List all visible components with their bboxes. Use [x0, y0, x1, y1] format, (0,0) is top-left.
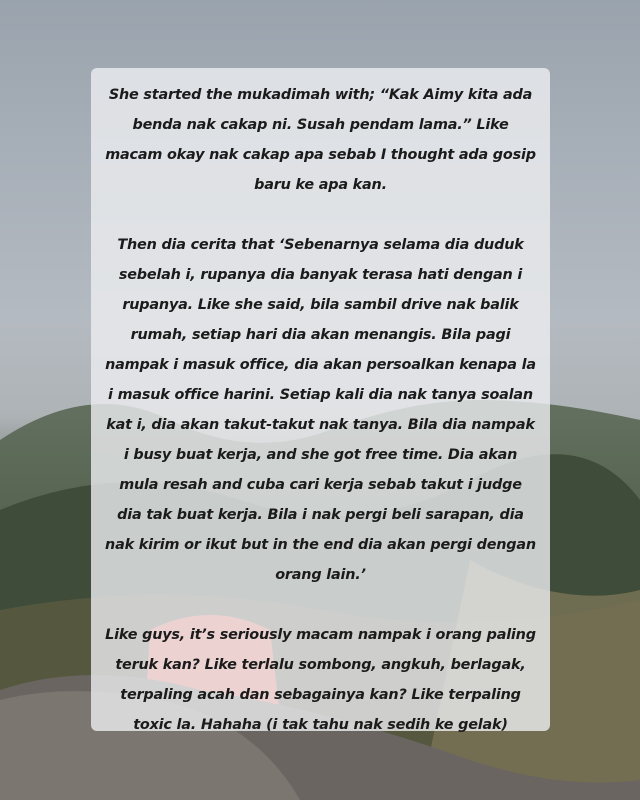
paragraph-3: Like guys, it’s seriously macam nampak i orang paling teruk kan? Like terlalu sombong, angkuh, berlagak, terpaling acah dan sebagainya kan? Like terpaling toxic la. Hahaha (i tak tahu nak sedih ke gelak) — [105, 627, 536, 733]
paragraph-gap — [105, 590, 536, 620]
paragraph-gap — [105, 200, 536, 230]
paragraph-1: She started the mukadimah with; “Kak Aimy kita ada benda nak cakap ni. Susah pendam lama.” Like macam okay nak cakap apa sebab I thought ada gosip baru ke apa kan. — [105, 87, 536, 193]
text-card — [91, 68, 550, 731]
paragraph-2: Then dia cerita that ‘Sebenarnya selama dia duduk sebelah i, rupanya dia banyak terasa hati dengan i rupanya. Like she said, bila sambil drive nak balik rumah, setiap hari dia akan menangis. Bila pagi nampak i masuk office, dia akan persoalkan kenapa la i masuk office harini. Setiap kali dia nak tanya soalan kat i, dia akan takut-takut nak tanya. Bila dia nampak i busy buat kerja, and she got free time. Dia akan mula resah and cuba cari kerja sebab takut i judge dia tak buat kerja. Bila i nak pergi beli sarapan, dia nak kirim or ikut but in the end dia akan pergi dengan orang lain.’ — [105, 237, 536, 583]
